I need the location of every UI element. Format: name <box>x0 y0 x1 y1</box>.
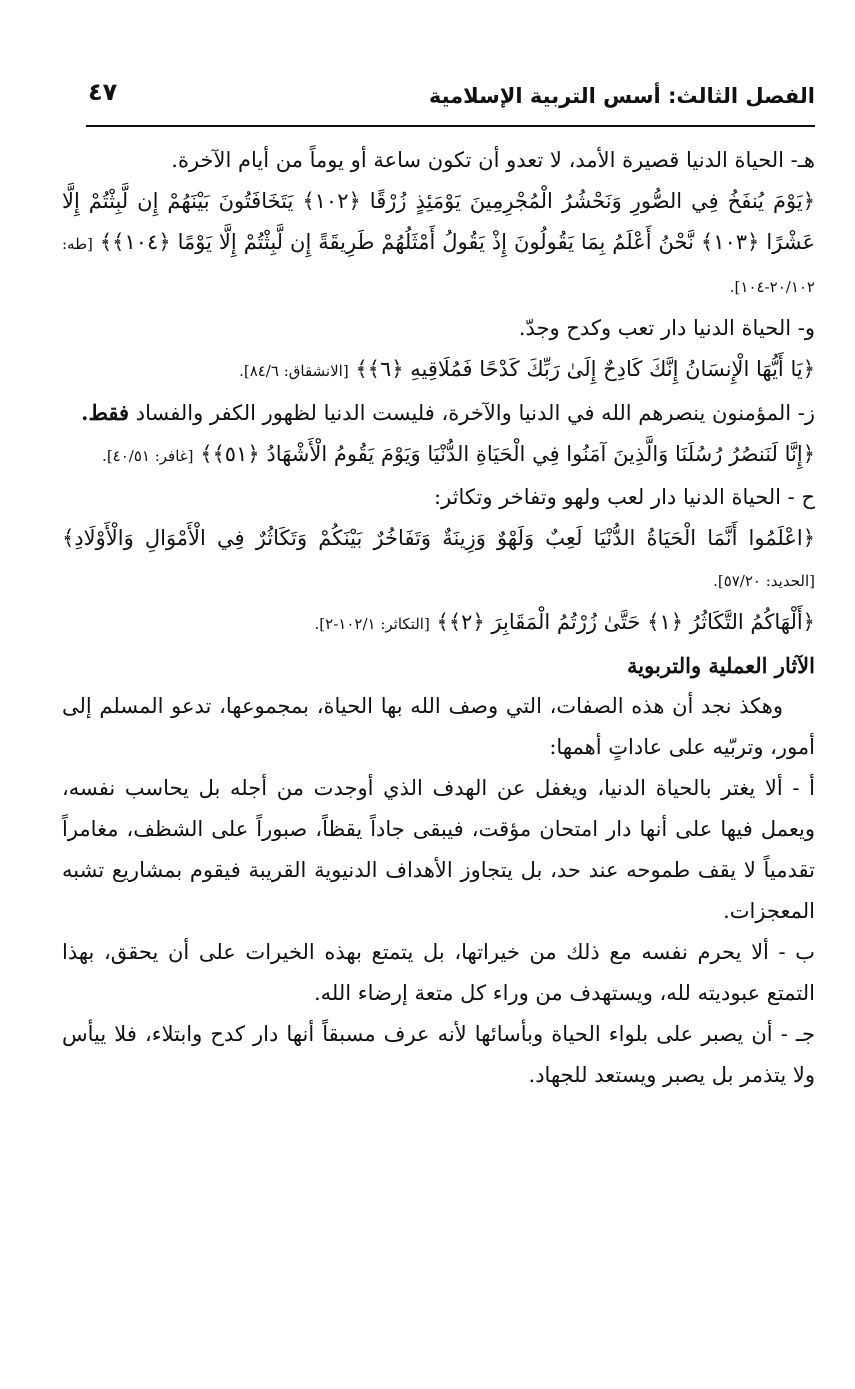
verse-reference: [التكاثر: ١٠٢/١-٢]. <box>314 615 430 633</box>
verse-text: ﴿اعْلَمُوا أَنَّمَا الْحَيَاةُ الدُّنْيَا لَعِبٌ وَلَهْوٌ وَزِينَةٌ وَتَفَاخُرٌ بَيْنَكُمْ وَتَكَاثُرٌ فِي الْأَمْوَالِ وَالْأَوْلَادِ﴾ <box>62 526 815 550</box>
point-z-line1: ز- المؤمنون ينصرهم الله في الدنيا والآخرة، فليست الدنيا لظهور الكفر والفساد <box>135 401 815 425</box>
verse-text: ﴿أَلْهَاكُمُ التَّكَاثُرُ ﴿١﴾ حَتَّىٰ زُرْتُمُ الْمَقَابِرَ ﴿٢﴾﴾ <box>436 610 815 634</box>
chapter-title: الفصل الثالث: أسس التربية الإسلامية <box>428 84 815 108</box>
page-number: ٤٧ <box>88 78 118 106</box>
page-content <box>62 140 815 1096</box>
intro-paragraph: وهكذ نجد أن هذه الصفات، التي وصف الله بها الحياة، بمجموعها، تدعو المسلم إلى أمور، وتربّيه على عاداتٍ أهمها: <box>62 694 815 759</box>
point-h-heading: هـ- الحياة الدنيا قصيرة الأمد، لا تعدو أن تكون ساعة أو يوماً من أيام الآخرة. <box>171 148 815 172</box>
verse-reference: [طه: ٢٠/١٠٢-١٠٤]. <box>62 235 815 296</box>
verse-reference: [الانشقاق: ٨٤/٦]. <box>239 362 349 380</box>
point-jim: جـ - أن يصبر على بلواء الحياة وبأسائها لأنه عرف مسبقاً أنها دار كدح وابتلاء، فلا ييأس ولا يتذمر بل يصبر ويستعد للجهاد. <box>62 1022 815 1087</box>
quran-verse-takathur <box>62 602 815 645</box>
verse-text: ﴿يَا أَيُّهَا الْإِنسَانُ إِنَّكَ كَادِحٌ إِلَىٰ رَبِّكَ كَدْحًا فَمُلَاقِيهِ ﴿٦﴾﴾ <box>355 357 815 381</box>
point-ba: ب - ألا يحرم نفسه مع ذلك من خيراتها، بل يتمتع بهذه الخيرات على أن يحقق، بهذا التمتع عبوديته لله، ويستهدف من وراء كل متعة إرضاء الله. <box>62 940 815 1005</box>
quran-verse-hadid <box>62 518 815 602</box>
quran-verse-taha <box>62 181 815 308</box>
quran-verse-ghafir <box>62 434 815 477</box>
verse-text: ﴿إِنَّا لَنَنصُرُ رُسُلَنَا وَالَّذِينَ آمَنُوا فِي الْحَيَاةِ الدُّنْيَا وَيَوْمَ يَقُومُ الْأَشْهَادُ ﴿٥١﴾﴾ <box>200 442 815 466</box>
verse-reference: [الحديد: ٥٧/٢٠]. <box>713 572 815 590</box>
point-w-heading: و- الحياة الدنيا دار تعب وكدح وجدّ. <box>518 316 815 340</box>
point-z-line2: فقط. <box>81 400 130 425</box>
point-ha-heading: ح - الحياة الدنيا دار لعب ولهو وتفاخر وتكاثر: <box>433 485 815 509</box>
header-rule <box>86 125 815 127</box>
point-z-heading <box>62 392 815 434</box>
quran-verse-inshiqaq <box>62 349 815 392</box>
verse-reference: [غافر: ٤٠/٥١]. <box>102 447 194 465</box>
verse-text: ﴿يَوْمَ يُنفَخُ فِي الصُّورِ وَنَحْشُرُ الْمُجْرِمِينَ يَوْمَئِذٍ زُرْقًا ﴿١٠٢﴾ يَتَخَافَتُونَ بَيْنَهُمْ إِن لَّبِثْتُمْ إِلَّا عَشْرًا ﴿١٠٣﴾ نَّحْنُ أَعْلَمُ بِمَا يَقُولُونَ إِذْ يَقُولُ أَمْثَلُهُمْ طَرِيقَةً إِن لَّبِثْتُمْ إِلَّا يَوْمًا ﴿١٠٤﴾﴾ <box>62 189 816 254</box>
point-alif: أ - ألا يغتر بالحياة الدنيا، ويغفل عن الهدف الذي أوجدت من أجله بل يحاسب نفسه، ويعمل فيها على أنها دار امتحان مؤقت، فيبقى جاداً يقظاً، صبوراً على الشظف، مغامراً تقدمياً لا يقف طموحه عند حد، بل يتجاوز الأهداف الدنيوية القريبة فيقوم بمشاريع تشبه المعجزات. <box>62 776 815 923</box>
section-heading: الآثار العملية والتربوية <box>627 653 815 678</box>
